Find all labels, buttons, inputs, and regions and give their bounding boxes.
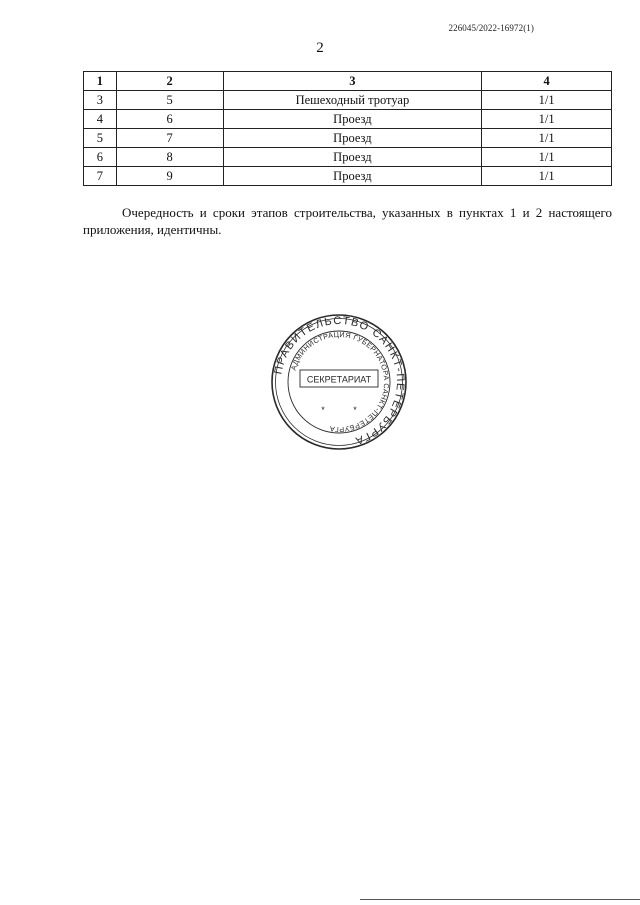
table-cell: 1/1	[482, 167, 612, 186]
table-row	[84, 91, 612, 110]
document-registration-number: 226045/2022-16972(1)	[448, 23, 534, 33]
footer-rule	[360, 899, 640, 900]
column-header-1: 1	[84, 72, 117, 91]
table-cell: 9	[116, 167, 223, 186]
table-cell: 7	[84, 167, 117, 186]
column-header-4: 4	[482, 72, 612, 91]
construction-stages-table	[83, 71, 612, 186]
seal-center-text: СЕКРЕТАРИАТ	[306, 374, 372, 385]
table-cell: Проезд	[223, 129, 482, 148]
table-cell: 1/1	[482, 91, 612, 110]
table-cell: 6	[84, 148, 117, 167]
table-row	[84, 129, 612, 148]
table-cell: Проезд	[223, 110, 482, 129]
column-header-3: 3	[223, 72, 482, 91]
table-cell: 3	[84, 91, 117, 110]
seal-star-right: *	[353, 405, 357, 415]
table-cell: 5	[84, 129, 117, 148]
column-header-2: 2	[116, 72, 223, 91]
table-cell: 1/1	[482, 129, 612, 148]
table-cell: Проезд	[223, 167, 482, 186]
seal-inner-text: АДМИНИСТРАЦИЯ ГУБЕРНАТОРА САНКТ-ПЕТЕРБУРГА	[288, 329, 392, 435]
table-cell: 7	[116, 129, 223, 148]
table-cell: 1/1	[482, 148, 612, 167]
table-row	[84, 148, 612, 167]
table-cell: 4	[84, 110, 117, 129]
table-row	[84, 110, 612, 129]
table-cell: 8	[116, 148, 223, 167]
page-number: 2	[316, 40, 324, 56]
table-cell: 6	[116, 110, 223, 129]
seal-outer-text: ПРАВИТЕЛЬСТВО САНКТ-ПЕТЕРБУРГА	[272, 314, 407, 447]
official-seal-stamp	[270, 313, 408, 451]
seal-star-left: *	[321, 405, 325, 415]
body-paragraph: Очередность и сроки этапов строительства, указанных в пунктах 1 и 2 настоящего приложения, идентичны.	[83, 205, 612, 237]
table-cell: Пешеходный тротуар	[223, 91, 482, 110]
table-cell: Проезд	[223, 148, 482, 167]
table-header-row	[84, 72, 612, 91]
table-cell: 5	[116, 91, 223, 110]
table-cell: 1/1	[482, 110, 612, 129]
table-row	[84, 167, 612, 186]
